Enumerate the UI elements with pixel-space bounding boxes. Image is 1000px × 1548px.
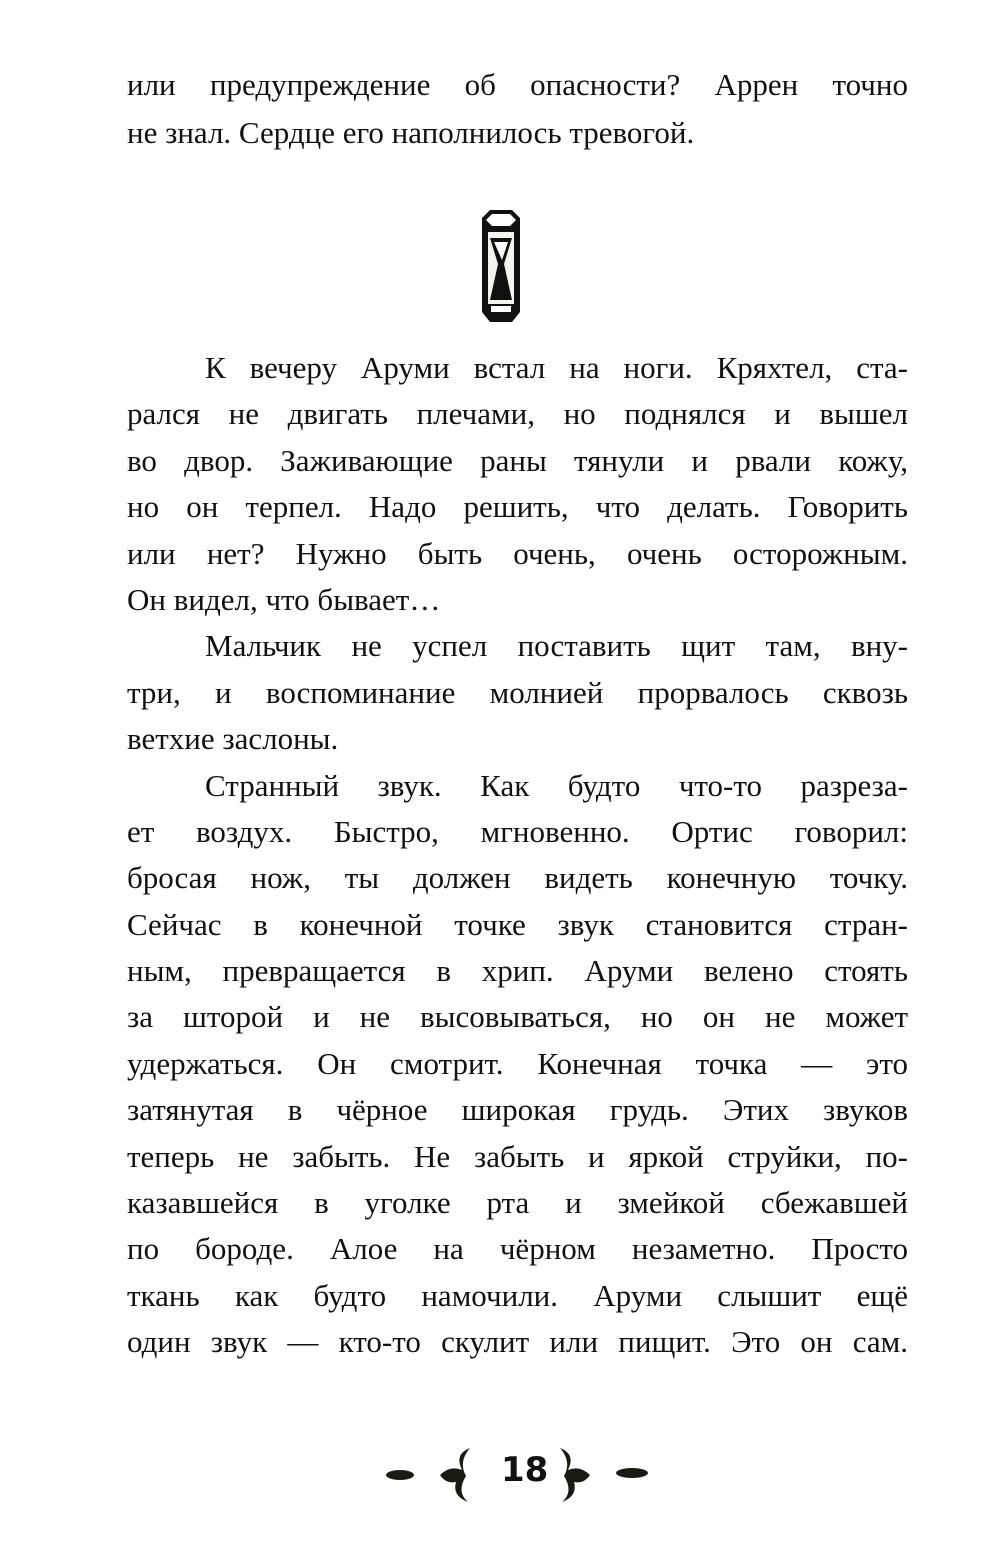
text-line: по бороде. Алое на чёрном незаметно. Просто bbox=[127, 1231, 908, 1267]
text-line: Сейчас в конечной точке звук становится стран- bbox=[127, 906, 908, 942]
text-line: ткань как будто намочили. Аруми слышит ещё bbox=[127, 1277, 908, 1313]
text-line: теперь не забыть. Не забыть и яркой струйки, по- bbox=[127, 1138, 908, 1174]
text-line: не знал. Сердце его наполнилось тревогой. bbox=[127, 115, 695, 150]
text-line: или нет? Нужно быть очень, очень осторожным. bbox=[127, 535, 908, 571]
text-line: ветхие заслоны. bbox=[127, 721, 339, 757]
text-line: Странный звук. Как будто что-то разреза- bbox=[205, 767, 908, 803]
continuation-text bbox=[127, 61, 908, 157]
text-line: но он терпел. Надо решить, что делать. Говорить bbox=[127, 489, 908, 525]
page-footer bbox=[370, 1440, 660, 1510]
text-line: во двор. Заживающие раны тянули и рвали кожу, bbox=[127, 442, 908, 478]
text-line: казавшейся в уголке рта и змейкой сбежавшей bbox=[127, 1185, 908, 1221]
text-line: три, и воспоминание молнией прорвалось сквозь bbox=[127, 674, 908, 710]
text-line: рался не двигать плечами, но поднялся и вышел bbox=[127, 396, 908, 432]
hourglass-icon bbox=[474, 208, 528, 324]
page-number: 18 bbox=[501, 1450, 549, 1490]
text-line: ет воздух. Быстро, мгновенно. Ортис говорил: bbox=[127, 813, 908, 849]
text-line: Мальчик не успел поставить щит там, вну- bbox=[205, 628, 908, 664]
text-line: затянутая в чёрное широкая грудь. Этих звуков bbox=[127, 1092, 908, 1128]
text-line: или предупреждение об опасности? Аррен точно bbox=[127, 67, 908, 102]
text-line: за шторой и не высовываться, но он не может bbox=[127, 999, 908, 1035]
text-line: один звук — кто-то скулит или пищит. Это он сам. bbox=[127, 1324, 908, 1360]
text-line: К вечеру Аруми встал на ноги. Кряхтел, ста- bbox=[205, 350, 908, 385]
text-line: удержаться. Он смотрит. Конечная точка — это bbox=[127, 1045, 908, 1081]
text-line: бросая нож, ты должен видеть конечную точку. bbox=[127, 860, 908, 896]
text-line: ным, превращается в хрип. Аруми велено стоять bbox=[127, 953, 908, 989]
text-line: Он видел, что бывает… bbox=[127, 581, 441, 617]
body-text bbox=[127, 345, 908, 1366]
